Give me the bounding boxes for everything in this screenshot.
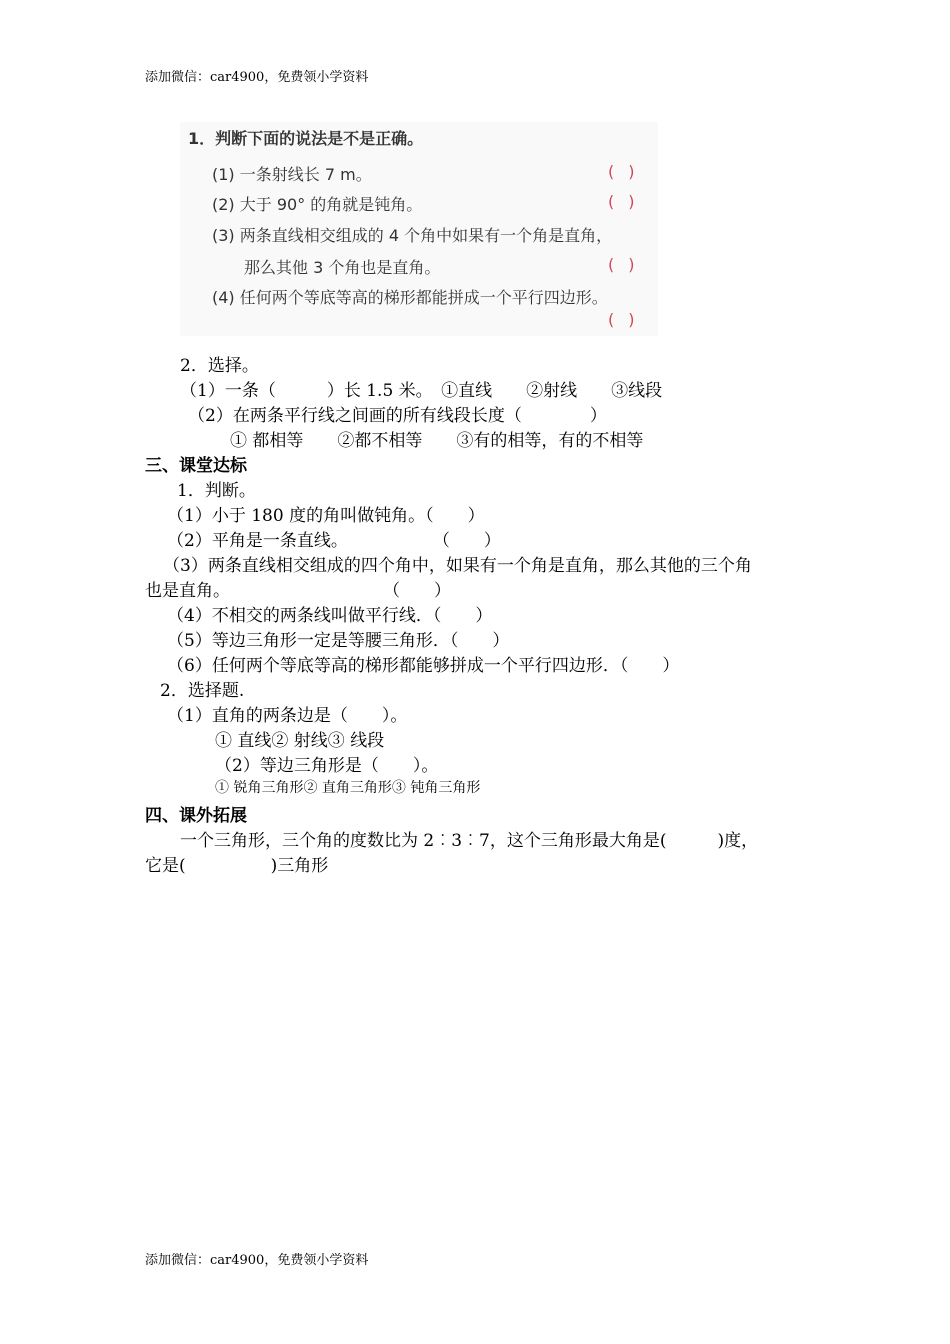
page-footer: 添加微信：car4900，免费领小学资料	[145, 1253, 369, 1268]
extension-line-1: 一个三角形，三个角的度数比为 2︰3︰7，这个三角形最大角是( )度，	[180, 831, 759, 851]
choose-title: 2．选择。	[180, 356, 259, 376]
choose-q2-options: ① 都相等 ②都不相等 ③有的相等，有的不相等	[230, 431, 644, 451]
extension-line-2: 它是( )三角形	[145, 856, 329, 876]
judge-item-5: （5）等边三角形一定是等腰三角形．（ ）	[167, 631, 510, 651]
judge-item-2: （2）平角是一条直线。 （ ）	[167, 531, 501, 551]
choice-title: 2．选择题.	[160, 681, 245, 701]
image-paren-4: ()	[608, 310, 649, 329]
judge-title: 1．判断。	[177, 481, 256, 501]
judge-item-6: （6）任何两个等底等高的梯形都能够拼成一个平行四边形．（ ）	[167, 656, 680, 676]
image-item-3-cont: 那么其他 3 个角也是直角。	[244, 258, 441, 277]
judge-item-4: （4）不相交的两条线叫做平行线．（ ）	[167, 606, 493, 626]
image-paren-3: ()	[608, 255, 649, 274]
judge-item-1: （1）小于 180 度的角叫做钝角。（ ）	[167, 506, 485, 526]
choice-q1-options: ① 直线② 射线③ 线段	[215, 731, 385, 751]
image-paren-2: ()	[608, 192, 649, 211]
section4-heading: 四、课外拓展	[145, 806, 247, 826]
image-item-1: (1) 一条射线长 7 m。	[212, 165, 372, 184]
choice-q1: （1）直角的两条边是（ ）。	[167, 706, 408, 726]
judge-item-3: （3）两条直线相交组成的四个角中，如果有一个角是直角，那么其他的三个角	[163, 556, 752, 576]
image-item-2: (2) 大于 90° 的角就是钝角。	[212, 195, 423, 214]
section3-heading: 三、课堂达标	[145, 456, 247, 476]
page-header: 添加微信：car4900，免费领小学资料	[145, 70, 369, 85]
image-item-3: (3) 两条直线相交组成的 4 个角中如果有一个角是直角，	[212, 226, 613, 245]
choose-q2: （2）在两条平行线之间画的所有线段长度（ ）	[188, 406, 607, 426]
choose-q1: （1）一条（ ）长 1.5 米。 ①直线 ②射线 ③线段	[180, 381, 663, 401]
choice-q2: （2）等边三角形是（ ）。	[215, 756, 439, 776]
choice-q2-options: ① 锐角三角形② 直角三角形③ 钝角三角形	[215, 780, 481, 796]
image-paren-1: ()	[608, 162, 649, 181]
image-item-4: (4) 任何两个等底等高的梯形都能拼成一个平行四边形。	[212, 288, 608, 307]
image-title: 1．判断下面的说法是不是正确。	[188, 129, 424, 148]
exercise-image	[180, 122, 658, 336]
judge-item-3-cont: 也是直角。 （ ）	[145, 581, 451, 601]
